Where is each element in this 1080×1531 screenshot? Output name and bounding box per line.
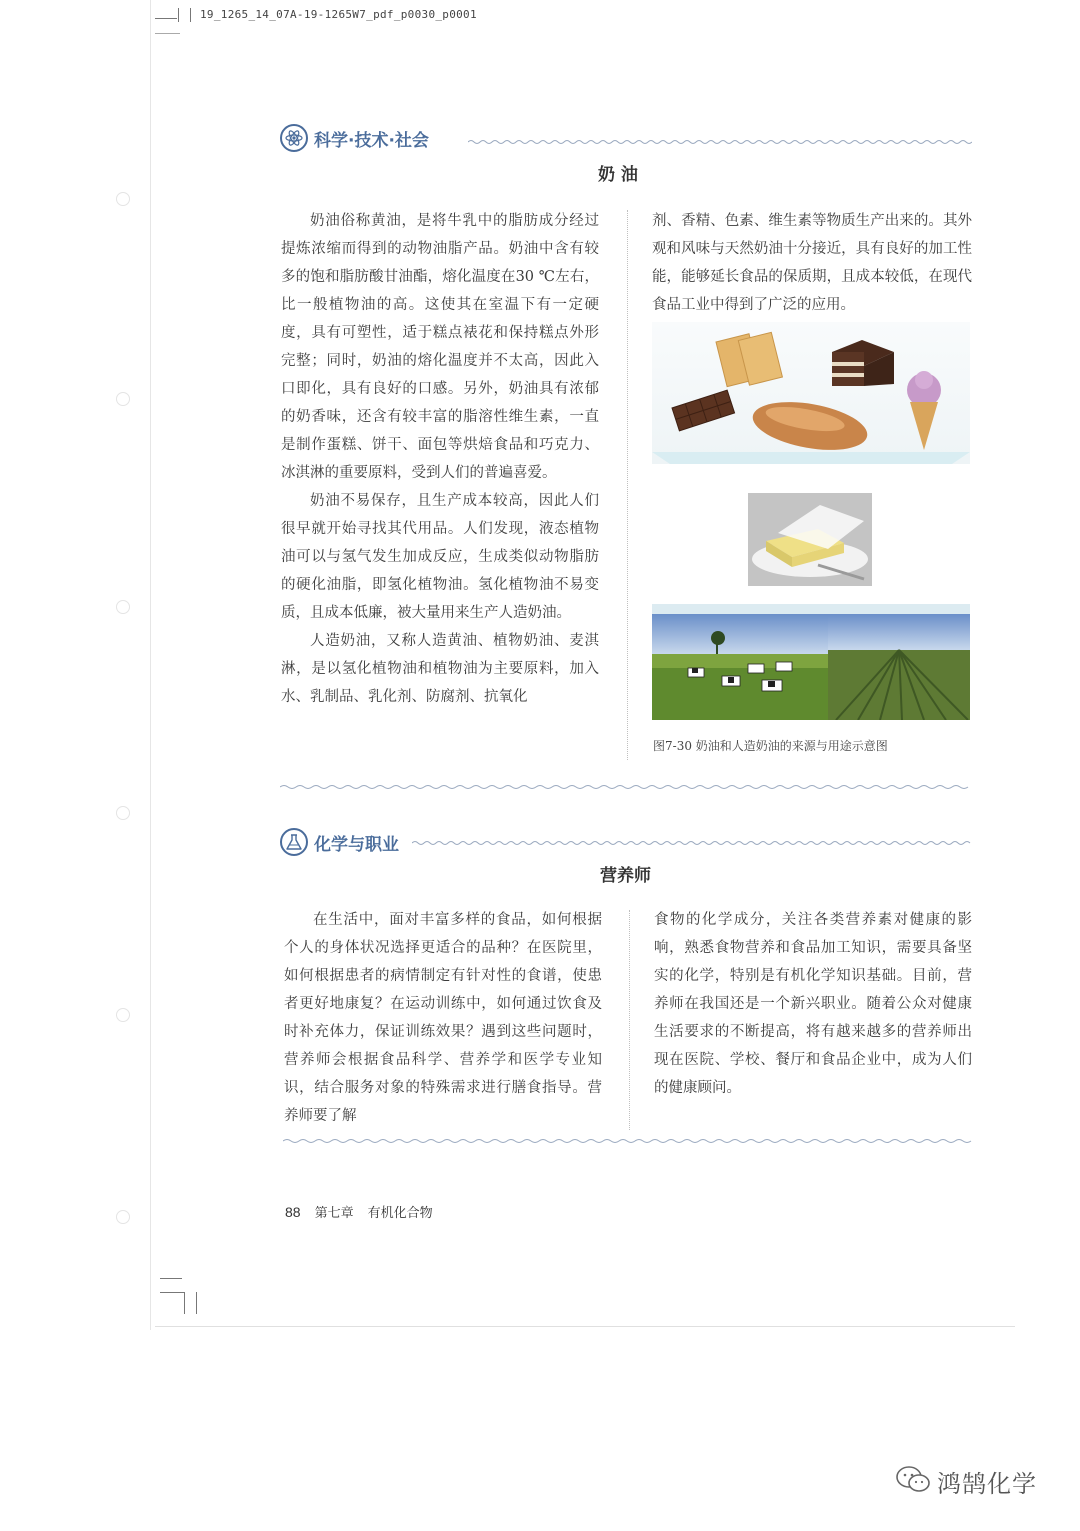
paragraph: 奶油不易保存，且生产成本较高，因此人们很早就开始寻找其代用品。人们发现，液态植物油可以与氢气发生加成反应，生成类似动物脂肪的硬化油脂，即氢化植物油。氢化植物油不易变质，且成本低廉，被大量用来生产人造奶油。 — [281, 493, 599, 621]
section-label: 化学与职业 — [314, 834, 399, 855]
wavy-rule — [468, 139, 972, 145]
figure-butter-dish — [748, 493, 872, 586]
figure-farm-scenes — [652, 604, 970, 720]
wavy-rule — [412, 840, 972, 846]
article-title-butter: 奶 油 — [598, 165, 638, 185]
paragraph: 食物的化学成分，关注各类营养素对健康的影响，熟悉食物营养和食品加工知识，需要具备坚实的化学，特别是有机化学知识基础。目前，营养师在我国还是一个新兴职业。随着公众对健康生活要求的不断提高，将有越来越多的营养师出现在医院、学校、餐厅和食品企业中，成为人们的健康顾问。 — [654, 912, 972, 1096]
page-number: 88 — [285, 1204, 301, 1220]
column-divider — [629, 910, 630, 1130]
scan-edge-left — [150, 0, 151, 1330]
paragraph: 人造奶油，又称人造黄油、植物奶油、麦淇淋，是以氢化植物油和植物油为主要原料，加入水、乳制品、乳化剂、防腐剂、抗氧化 — [281, 633, 599, 705]
punch-hole — [116, 392, 130, 406]
wechat-icon — [895, 1465, 931, 1499]
article-title-nutritionist: 营养师 — [600, 866, 651, 886]
paragraph: 在生活中，面对丰富多样的食品，如何根据个人的身体状况选择更适合的品种？在医院里，如何根据患者的病情制定有针对性的食谱，使患者更好地康复？在运动训练中，如何通过饮食及时补充体力，保证训练效果？遇到这些问题时，营养师会根据食品科学、营养学和医学专业知识，结合服务对象的特殊需求进行膳食指导。营养师要了解 — [284, 912, 602, 1124]
figure-food-products — [652, 322, 970, 464]
chapter-title: 有机化合物 — [367, 1206, 433, 1221]
atom-icon — [280, 124, 308, 152]
chapter-number: 第七章 — [314, 1206, 354, 1221]
crop-mark-top-v2 — [190, 8, 191, 22]
page-footer — [285, 1202, 433, 1221]
scan-edge-bottom — [155, 1326, 1015, 1327]
section-label: 科学·技术·社会 — [314, 130, 429, 151]
punch-hole — [116, 1008, 130, 1022]
figure-caption: 图7-30 奶油和人造奶油的来源与用途示意图 — [653, 739, 888, 753]
crop-mark-top-h — [155, 18, 177, 19]
section-header-science — [280, 124, 429, 152]
punch-hole — [116, 600, 130, 614]
column-divider — [627, 210, 628, 760]
punch-hole — [116, 1210, 130, 1224]
watermark — [895, 1464, 1037, 1499]
watermark-text: 鸿鹄化学 — [937, 1470, 1037, 1498]
punch-hole — [116, 806, 130, 820]
punch-hole — [116, 192, 130, 206]
section1-right-column — [652, 207, 972, 319]
section2-right-column — [654, 906, 972, 1102]
flask-icon — [280, 828, 308, 856]
crop-mark-bottom-h2 — [160, 1292, 185, 1293]
paragraph: 奶油俗称黄油，是将牛乳中的脂肪成分经过提炼浓缩而得到的动物油脂产品。奶油中含有较多的饱和脂肪酸甘油酯，熔化温度在30 ℃左右，比一般植物油的高。这使其在室温下有一定硬度，具有可塑性，适于糕点裱花和保持糕点外形完整；同时，奶油的熔化温度并不太高，因此入口即化，具有良好的口感。另外，奶油具有浓郁的奶香味，还含有较丰富的脂溶性维生素，一直是制作蛋糕、饼干、面包等烘焙食品和巧克力、冰淇淋的重要原料，受到人们的普遍喜爱。 — [281, 213, 599, 481]
crop-mark-bottom-v2 — [196, 1292, 197, 1314]
section1-left-column — [281, 207, 599, 711]
section2-left-column — [284, 906, 602, 1130]
paragraph: 剂、香精、色素、维生素等物质生产出来的。其外观和风味与天然奶油十分接近，具有良好的加工性能，能够延长食品的保质期，且成本较低，在现代食品工业中得到了广泛的应用。 — [652, 213, 972, 313]
crop-mark-bottom-h — [160, 1278, 182, 1279]
wavy-rule — [283, 1138, 972, 1144]
file-code: 19_1265_14_07A-19-1265W7_pdf_p0030_p0001 — [200, 8, 477, 21]
crop-mark-top-h2 — [155, 33, 180, 34]
crop-mark-top-v — [178, 8, 179, 22]
wavy-rule — [280, 784, 972, 790]
section-header-career — [280, 828, 399, 856]
crop-mark-bottom-v — [184, 1292, 185, 1314]
